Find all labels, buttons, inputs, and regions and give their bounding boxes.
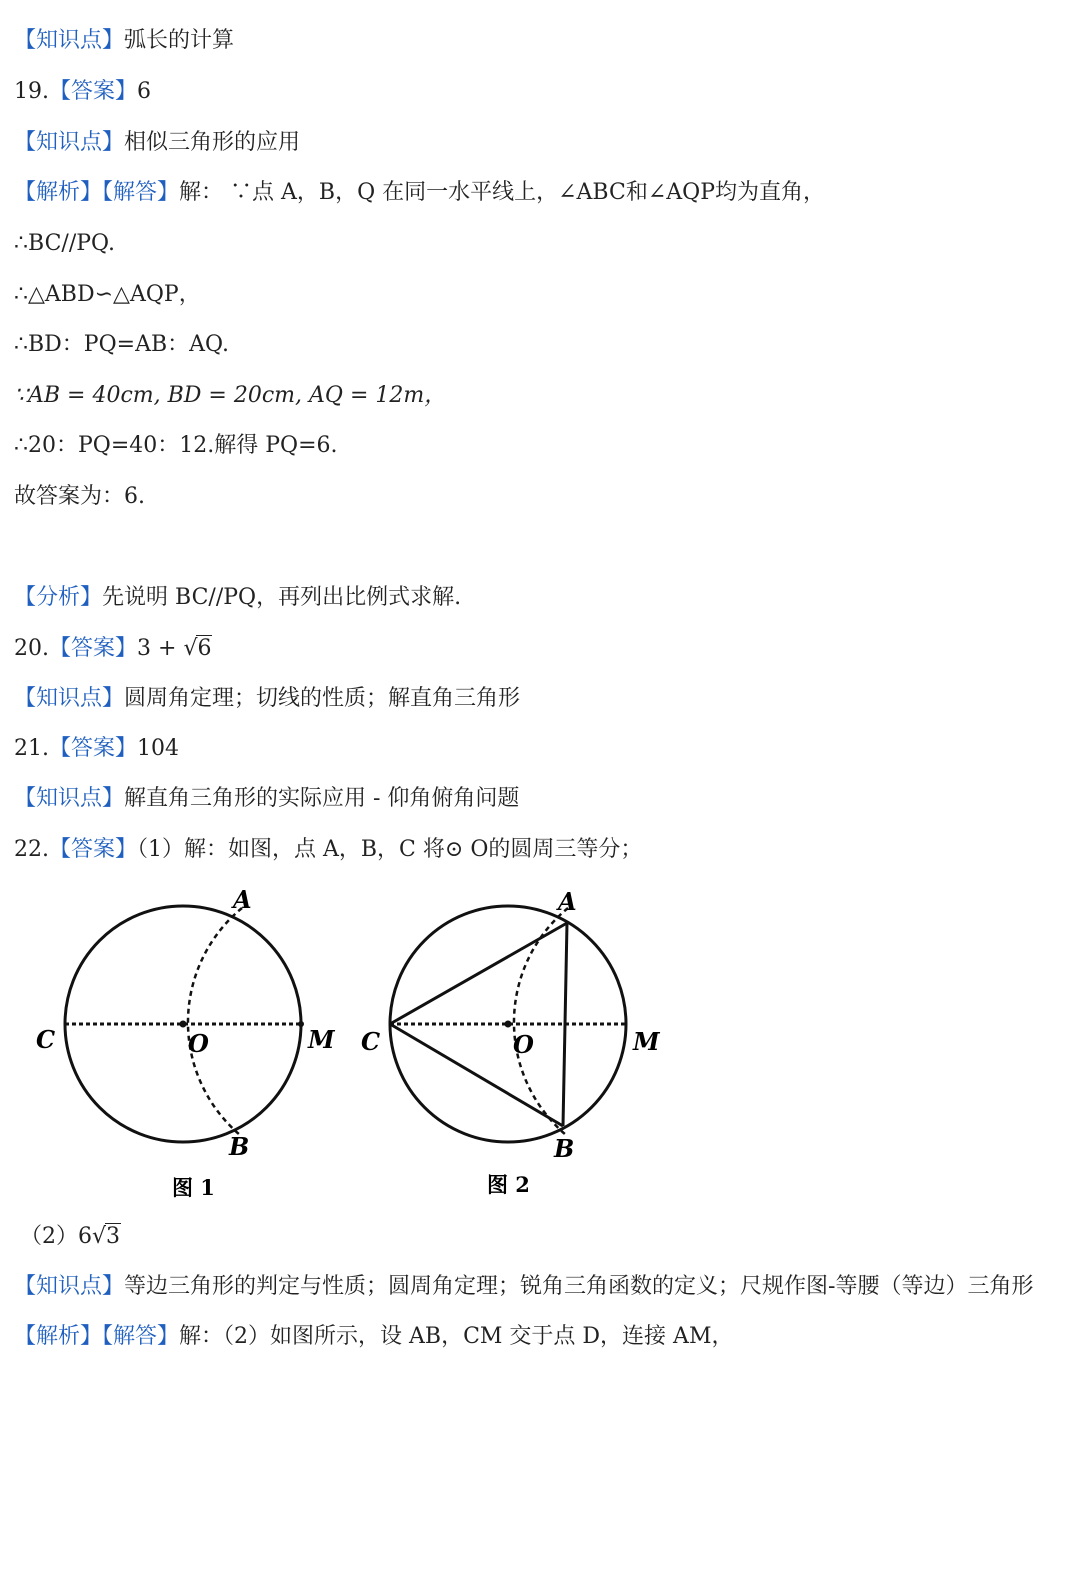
solution-tag: 【解答】 [102,1324,180,1349]
answer-tag: 【答案】 [49,636,138,661]
summary-tag: 【分析】 [14,585,103,610]
answer-22 [14,835,642,865]
answer-tag: 【答案】 [49,736,138,761]
side-cb [390,1024,563,1126]
answer-prefix: 3 + [137,636,184,661]
knowledge-text: 解直角三角形的实际应用 - 仰角俯角问题 [124,786,520,811]
analysis-text: 解： ∵点 A，B，Q 在同一水平线上，∠ABC和∠AQP均为直角， [179,180,825,205]
knowledge-text: 圆周角定理；切线的性质；解直角三角形 [124,686,521,711]
label-o: O [513,1030,534,1059]
solution-tag: 【解答】 [102,180,180,205]
analysis-22 [14,1322,733,1352]
answer-21 [14,734,179,764]
conclusion-line: 故答案为：6. [14,484,145,509]
knowledge-text: 弧长的计算 [124,28,235,53]
analysis-tag: 【解析】 [14,1324,103,1349]
label-b: B [229,1132,250,1161]
analysis-19 [14,178,825,208]
summary-19 [14,583,461,613]
label-m: M [633,1027,660,1056]
knowledge-point-21 [14,784,519,814]
question-number: 22. [14,837,49,862]
knowledge-point-18 [14,26,234,56]
step-line: ∴BC//PQ. [14,231,115,256]
geometry-figures [0,880,700,1210]
knowledge-point-19 [14,128,300,158]
knowledge-tag: 【知识点】 [14,686,125,711]
step-line: ∴20：PQ=40：12.解得 PQ=6. [14,433,338,458]
label-a: A [233,885,252,914]
knowledge-point-20 [14,684,520,714]
step-line: ∴△ABD∽△AQP， [14,282,201,307]
knowledge-tag: 【知识点】 [14,786,125,811]
label-a: A [558,887,577,916]
side-ca [390,923,567,1024]
question-number: 21. [14,736,49,761]
answer-tag: 【答案】 [49,79,138,104]
knowledge-tag: 【知识点】 [14,130,125,155]
knowledge-tag: 【知识点】 [14,1274,125,1299]
radicand: 6 [197,636,212,661]
answer-tag: 【答案】 [49,837,138,862]
label-o: O [188,1029,209,1058]
figure-1 [36,885,336,1200]
knowledge-text: 等边三角形的判定与性质；圆周角定理；锐角三角函数的定义；尺规作图-等腰（等边）三角形 [124,1274,1034,1299]
step-line: ∵AB = 40cm, BD = 20cm, AQ = 12m， [14,383,447,408]
figure-2-caption: 图 2 [487,1172,530,1197]
point-o [505,1021,512,1028]
knowledge-tag: 【知识点】 [14,28,125,53]
step-line: ∴BD：PQ=AB：AQ. [14,332,229,357]
arc-through-o [188,908,242,1135]
figure-2 [361,887,661,1197]
question-number: 19. [14,79,49,104]
question-number: 20. [14,636,49,661]
analysis-text: 解：（2）如图所示，设 AB，CM 交于点 D，连接 AM， [179,1324,734,1349]
label-c: C [361,1027,381,1056]
label-m: M [308,1025,335,1054]
sqrt-expression: √3 [92,1224,121,1249]
label-c: C [36,1025,56,1054]
analysis-tag: 【解析】 [14,180,103,205]
point-m [298,1021,304,1027]
answer-value: 6 [137,79,152,104]
label-b: B [554,1134,575,1163]
answer-19 [14,77,151,107]
answer-prefix: （2）6 [20,1224,92,1249]
answer-20 [14,634,212,664]
summary-text: 先说明 BC//PQ，再列出比例式求解. [102,585,462,610]
figure-1-caption: 图 1 [172,1175,215,1200]
side-ab [563,923,567,1126]
knowledge-point-22 [14,1272,1033,1302]
knowledge-text: 相似三角形的应用 [124,130,301,155]
answer-text: （1）解：如图，点 A，B，C 将⊙ O的圆周三等分； [137,837,643,862]
answer-value: 104 [137,736,180,761]
answer-22-part2 [20,1222,121,1252]
sqrt-expression: √6 [183,636,212,661]
point-o [180,1021,187,1028]
radicand: 3 [106,1224,121,1249]
